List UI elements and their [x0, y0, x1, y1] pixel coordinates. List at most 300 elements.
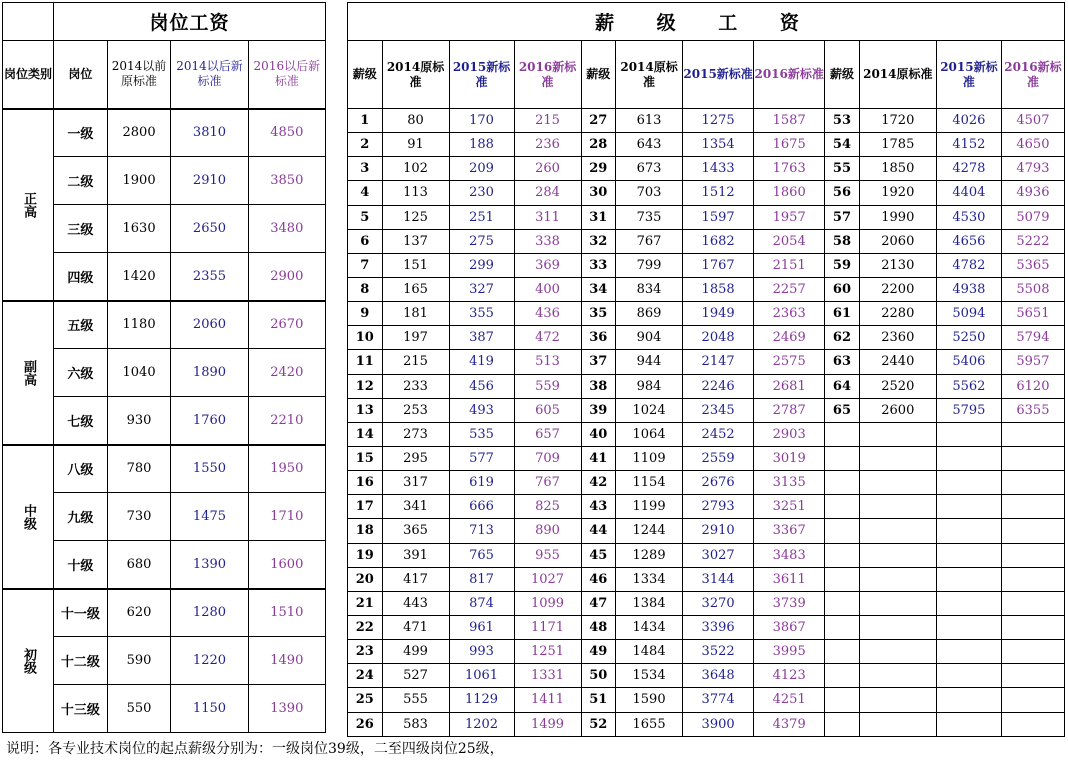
value-2014-after: 2910 [171, 157, 248, 205]
scale-number: 29 [581, 157, 616, 181]
post-grade: 五级 [54, 301, 108, 349]
value-2016-new: 472 [514, 326, 581, 350]
scale-number [825, 591, 860, 615]
scale-number: 57 [825, 205, 860, 229]
value-2016-new [1001, 471, 1064, 495]
scale-number: 34 [581, 277, 616, 301]
value-2016-new: 2575 [754, 350, 825, 374]
value-2014-original: 102 [382, 157, 449, 181]
scale-number: 7 [348, 253, 383, 277]
value-2014-after: 1220 [171, 637, 248, 685]
value-2016-new: 2257 [754, 277, 825, 301]
header-post-category: 岗位类别 [3, 41, 54, 109]
value-2014-before: 550 [107, 685, 171, 733]
header-post: 岗位 [54, 41, 108, 109]
scale-number: 17 [348, 495, 383, 519]
scale-number: 21 [348, 591, 383, 615]
value-2015-new [936, 664, 1001, 688]
value-2016-new: 215 [514, 109, 581, 133]
value-2015-new [936, 471, 1001, 495]
value-2014-original [859, 712, 936, 736]
post-salary-title: 岗位工资 [54, 3, 326, 41]
post-grade: 六级 [54, 349, 108, 397]
scale-number: 30 [581, 181, 616, 205]
value-2016-new: 4936 [1001, 181, 1064, 205]
post-grade: 七级 [54, 397, 108, 445]
table-row [348, 640, 1065, 664]
value-2016-after: 2420 [248, 349, 325, 397]
scale-number: 18 [348, 519, 383, 543]
value-2015-new: 2452 [683, 422, 754, 446]
value-2016-new: 3367 [754, 519, 825, 543]
value-2014-original: 1850 [859, 157, 936, 181]
post-row [3, 445, 326, 493]
value-2016-new: 3739 [754, 591, 825, 615]
value-2014-before: 620 [107, 589, 171, 637]
header-scale: 薪级 [348, 41, 383, 109]
value-2014-original: 1484 [616, 640, 683, 664]
value-2014-original: 834 [616, 277, 683, 301]
value-2014-original [859, 567, 936, 591]
value-2016-new: 236 [514, 133, 581, 157]
value-2016-new: 369 [514, 253, 581, 277]
value-2014-after: 2355 [171, 253, 248, 301]
value-2014-original [859, 422, 936, 446]
scale-number: 60 [825, 277, 860, 301]
scale-number [825, 495, 860, 519]
value-2015-new [936, 446, 1001, 470]
value-2016-new: 3611 [754, 567, 825, 591]
table-row [348, 422, 1065, 446]
scale-number: 51 [581, 688, 616, 712]
value-2016-new: 2787 [754, 398, 825, 422]
post-category: 正高 [3, 109, 54, 301]
value-2015-new: 577 [449, 446, 514, 470]
value-2015-new: 5562 [936, 374, 1001, 398]
value-2016-new: 605 [514, 398, 581, 422]
value-2015-new: 1433 [683, 157, 754, 181]
header-scale: 薪级 [581, 41, 616, 109]
value-2014-original: 317 [382, 471, 449, 495]
value-2016-new: 5365 [1001, 253, 1064, 277]
value-2016-after: 1510 [248, 589, 325, 637]
value-2014-original: 1920 [859, 181, 936, 205]
table-row [348, 277, 1065, 301]
value-2015-new: 2676 [683, 471, 754, 495]
scale-number [825, 567, 860, 591]
value-2015-new: 1275 [683, 109, 754, 133]
table-gap [327, 2, 346, 734]
value-2014-before: 780 [107, 445, 171, 493]
value-2016-new: 657 [514, 422, 581, 446]
post-grade: 九级 [54, 493, 108, 541]
value-2016-after: 3850 [248, 157, 325, 205]
scale-number: 13 [348, 398, 383, 422]
value-2014-before: 2800 [107, 109, 171, 157]
table-row [348, 229, 1065, 253]
value-2014-original: 944 [616, 350, 683, 374]
value-2015-new: 5406 [936, 350, 1001, 374]
table-row [348, 471, 1065, 495]
value-2014-after: 3810 [171, 109, 248, 157]
scale-number: 4 [348, 181, 383, 205]
scale-number: 56 [825, 181, 860, 205]
scale-number [825, 471, 860, 495]
value-2015-new: 3270 [683, 591, 754, 615]
value-2015-new: 3648 [683, 664, 754, 688]
value-2015-new: 2246 [683, 374, 754, 398]
scale-number: 48 [581, 615, 616, 639]
table-row [348, 109, 1065, 133]
value-2014-original: 125 [382, 205, 449, 229]
value-2014-original: 1154 [616, 471, 683, 495]
value-2015-new: 619 [449, 471, 514, 495]
value-2014-original: 2520 [859, 374, 936, 398]
value-2015-new: 2345 [683, 398, 754, 422]
scale-number: 3 [348, 157, 383, 181]
value-2014-before: 1040 [107, 349, 171, 397]
value-2016-new: 436 [514, 302, 581, 326]
scale-number: 25 [348, 688, 383, 712]
value-2015-new: 4656 [936, 229, 1001, 253]
value-2014-original: 113 [382, 181, 449, 205]
post-row [3, 589, 326, 637]
value-2015-new [936, 495, 1001, 519]
value-2015-new: 817 [449, 567, 514, 591]
value-2014-original: 365 [382, 519, 449, 543]
value-2016-new [1001, 422, 1064, 446]
scale-number [825, 640, 860, 664]
scale-number: 12 [348, 374, 383, 398]
table-row [348, 302, 1065, 326]
header-2016-new: 2016新标准 [514, 41, 581, 109]
post-grade: 十二级 [54, 637, 108, 685]
scale-number: 32 [581, 229, 616, 253]
value-2015-new: 5795 [936, 398, 1001, 422]
value-2014-original: 1655 [616, 712, 683, 736]
value-2014-original: 391 [382, 543, 449, 567]
value-2016-new: 6120 [1001, 374, 1064, 398]
value-2014-original: 341 [382, 495, 449, 519]
value-2014-after: 2060 [171, 301, 248, 349]
value-2016-new: 5957 [1001, 350, 1064, 374]
value-2015-new [936, 688, 1001, 712]
post-row [3, 109, 326, 157]
value-2016-new: 4507 [1001, 109, 1064, 133]
header-2014-before: 2014以前原标准 [107, 41, 171, 109]
scale-number: 36 [581, 326, 616, 350]
value-2016-new: 709 [514, 446, 581, 470]
value-2014-after: 1550 [171, 445, 248, 493]
value-2016-new [1001, 591, 1064, 615]
value-2016-after: 2900 [248, 253, 325, 301]
value-2016-new [1001, 567, 1064, 591]
scale-number: 62 [825, 326, 860, 350]
value-2016-new: 5651 [1001, 302, 1064, 326]
table-row [348, 519, 1065, 543]
value-2016-new: 890 [514, 519, 581, 543]
value-2015-new: 961 [449, 615, 514, 639]
scale-number: 2 [348, 133, 383, 157]
scale-number: 46 [581, 567, 616, 591]
value-2016-after: 2210 [248, 397, 325, 445]
value-2016-new [1001, 495, 1064, 519]
post-grade: 一级 [54, 109, 108, 157]
table-row [348, 495, 1065, 519]
scale-number: 14 [348, 422, 383, 446]
value-2016-after: 1490 [248, 637, 325, 685]
value-2014-original: 1384 [616, 591, 683, 615]
table-row [348, 688, 1065, 712]
value-2015-new: 5250 [936, 326, 1001, 350]
scale-number: 10 [348, 326, 383, 350]
scale-number: 28 [581, 133, 616, 157]
value-2016-new: 3995 [754, 640, 825, 664]
value-2015-new: 3774 [683, 688, 754, 712]
value-2016-new [1001, 712, 1064, 736]
table-row [348, 664, 1065, 688]
value-2014-before: 680 [107, 541, 171, 589]
value-2014-original: 703 [616, 181, 683, 205]
scale-number: 53 [825, 109, 860, 133]
table-row [348, 591, 1065, 615]
value-2015-new: 874 [449, 591, 514, 615]
scale-number: 65 [825, 398, 860, 422]
value-2015-new: 327 [449, 277, 514, 301]
value-2015-new: 1767 [683, 253, 754, 277]
value-2016-new: 5794 [1001, 326, 1064, 350]
scale-number: 19 [348, 543, 383, 567]
value-2014-original: 253 [382, 398, 449, 422]
value-2016-new: 2903 [754, 422, 825, 446]
scale-number [825, 615, 860, 639]
scale-number: 38 [581, 374, 616, 398]
value-2014-original: 1289 [616, 543, 683, 567]
value-2015-new: 1202 [449, 712, 514, 736]
value-2014-original: 91 [382, 133, 449, 157]
value-2016-new: 559 [514, 374, 581, 398]
value-2014-original [859, 664, 936, 688]
value-2016-new: 1675 [754, 133, 825, 157]
value-2014-original: 1334 [616, 567, 683, 591]
post-category: 中级 [3, 445, 54, 589]
value-2014-original: 673 [616, 157, 683, 181]
value-2014-original [859, 446, 936, 470]
scale-number: 45 [581, 543, 616, 567]
scale-number [825, 688, 860, 712]
value-2016-new: 2054 [754, 229, 825, 253]
scale-salary-table [347, 2, 1065, 737]
value-2016-new: 825 [514, 495, 581, 519]
value-2016-new: 3251 [754, 495, 825, 519]
scale-number: 44 [581, 519, 616, 543]
value-2016-new: 1587 [754, 109, 825, 133]
value-2015-new: 1061 [449, 664, 514, 688]
scale-number: 31 [581, 205, 616, 229]
value-2015-new: 493 [449, 398, 514, 422]
table-row [348, 374, 1065, 398]
value-2015-new: 4152 [936, 133, 1001, 157]
value-2015-new: 1354 [683, 133, 754, 157]
value-2014-original: 2600 [859, 398, 936, 422]
scale-number [825, 543, 860, 567]
value-2014-before: 730 [107, 493, 171, 541]
value-2014-before: 1180 [107, 301, 171, 349]
value-2016-new [1001, 615, 1064, 639]
value-2014-original: 181 [382, 302, 449, 326]
value-2016-new: 284 [514, 181, 581, 205]
value-2015-new: 2048 [683, 326, 754, 350]
table-row [348, 350, 1065, 374]
value-2014-original: 1434 [616, 615, 683, 639]
value-2014-before: 1900 [107, 157, 171, 205]
value-2014-original: 1785 [859, 133, 936, 157]
scale-number [825, 519, 860, 543]
table-row [348, 567, 1065, 591]
value-2014-before: 590 [107, 637, 171, 685]
value-2015-new: 2910 [683, 519, 754, 543]
value-2014-before: 1630 [107, 205, 171, 253]
value-2014-original: 295 [382, 446, 449, 470]
value-2015-new: 230 [449, 181, 514, 205]
value-2014-original: 1990 [859, 205, 936, 229]
value-2014-original [859, 519, 936, 543]
value-2014-original: 417 [382, 567, 449, 591]
scale-number: 27 [581, 109, 616, 133]
scale-number: 22 [348, 615, 383, 639]
scale-number: 11 [348, 350, 383, 374]
value-2016-new: 2151 [754, 253, 825, 277]
value-2014-original: 904 [616, 326, 683, 350]
value-2016-new: 4379 [754, 712, 825, 736]
value-2016-new [1001, 446, 1064, 470]
header-2014-original: 2014原标准 [616, 41, 683, 109]
value-2016-after: 4850 [248, 109, 325, 157]
post-grade: 八级 [54, 445, 108, 493]
scale-number: 64 [825, 374, 860, 398]
scale-number: 58 [825, 229, 860, 253]
value-2016-new: 5222 [1001, 229, 1064, 253]
scale-number [825, 664, 860, 688]
value-2014-original: 137 [382, 229, 449, 253]
scale-number: 61 [825, 302, 860, 326]
value-2015-new: 209 [449, 157, 514, 181]
scale-number: 54 [825, 133, 860, 157]
value-2014-original: 215 [382, 350, 449, 374]
scale-salary-title: 薪 级 工 资 [348, 3, 1065, 41]
value-2016-new: 1171 [514, 615, 581, 639]
value-2014-original: 151 [382, 253, 449, 277]
value-2015-new: 1858 [683, 277, 754, 301]
value-2015-new: 1682 [683, 229, 754, 253]
table-row [348, 326, 1065, 350]
scale-number: 9 [348, 302, 383, 326]
value-2014-original: 643 [616, 133, 683, 157]
value-2014-original: 2130 [859, 253, 936, 277]
value-2015-new: 3027 [683, 543, 754, 567]
value-2014-original [859, 615, 936, 639]
value-2014-original: 583 [382, 712, 449, 736]
value-2014-original: 273 [382, 422, 449, 446]
scale-number: 63 [825, 350, 860, 374]
value-2014-original: 2200 [859, 277, 936, 301]
value-2015-new: 5094 [936, 302, 1001, 326]
value-2015-new [936, 615, 1001, 639]
header-2014-original: 2014原标准 [859, 41, 936, 109]
post-salary-table [2, 2, 326, 733]
value-2016-after: 1600 [248, 541, 325, 589]
value-2014-original: 2360 [859, 326, 936, 350]
value-2015-new: 2559 [683, 446, 754, 470]
value-2014-original: 555 [382, 688, 449, 712]
post-grade: 十三级 [54, 685, 108, 733]
value-2016-after: 1950 [248, 445, 325, 493]
value-2014-original: 1244 [616, 519, 683, 543]
value-2014-original: 613 [616, 109, 683, 133]
header-2016-after: 2016以后新标准 [248, 41, 325, 109]
value-2015-new: 387 [449, 326, 514, 350]
value-2016-new: 4123 [754, 664, 825, 688]
scale-number [825, 422, 860, 446]
value-2014-original [859, 471, 936, 495]
value-2015-new [936, 712, 1001, 736]
table-row [348, 712, 1065, 736]
scale-number: 59 [825, 253, 860, 277]
value-2015-new: 765 [449, 543, 514, 567]
value-2016-new: 311 [514, 205, 581, 229]
value-2014-after: 2650 [171, 205, 248, 253]
value-2016-new: 1251 [514, 640, 581, 664]
scale-number: 39 [581, 398, 616, 422]
scale-number: 6 [348, 229, 383, 253]
value-2015-new [936, 567, 1001, 591]
value-2015-new: 3900 [683, 712, 754, 736]
header-2015-new: 2015新标准 [936, 41, 1001, 109]
value-2016-new: 767 [514, 471, 581, 495]
scale-number: 42 [581, 471, 616, 495]
table-row [348, 133, 1065, 157]
value-2014-original: 1109 [616, 446, 683, 470]
table-row [348, 181, 1065, 205]
value-2015-new: 666 [449, 495, 514, 519]
value-2015-new: 1129 [449, 688, 514, 712]
value-2014-after: 1475 [171, 493, 248, 541]
value-2014-original: 471 [382, 615, 449, 639]
scale-number [825, 446, 860, 470]
scale-number: 24 [348, 664, 383, 688]
value-2016-new [1001, 543, 1064, 567]
header-2015-new: 2015新标准 [449, 41, 514, 109]
table-row [348, 205, 1065, 229]
post-grade: 十一级 [54, 589, 108, 637]
value-2016-new: 4251 [754, 688, 825, 712]
table-row [348, 253, 1065, 277]
value-2016-new: 5508 [1001, 277, 1064, 301]
value-2015-new: 4782 [936, 253, 1001, 277]
value-2016-new: 5079 [1001, 205, 1064, 229]
table-row [348, 615, 1065, 639]
scale-number: 16 [348, 471, 383, 495]
value-2016-after: 3480 [248, 205, 325, 253]
value-2016-new: 4650 [1001, 133, 1064, 157]
value-2014-original: 2280 [859, 302, 936, 326]
value-2016-new: 2363 [754, 302, 825, 326]
value-2016-new: 338 [514, 229, 581, 253]
value-2015-new: 456 [449, 374, 514, 398]
value-2016-after: 2670 [248, 301, 325, 349]
value-2015-new: 419 [449, 350, 514, 374]
header-scale: 薪级 [825, 41, 860, 109]
